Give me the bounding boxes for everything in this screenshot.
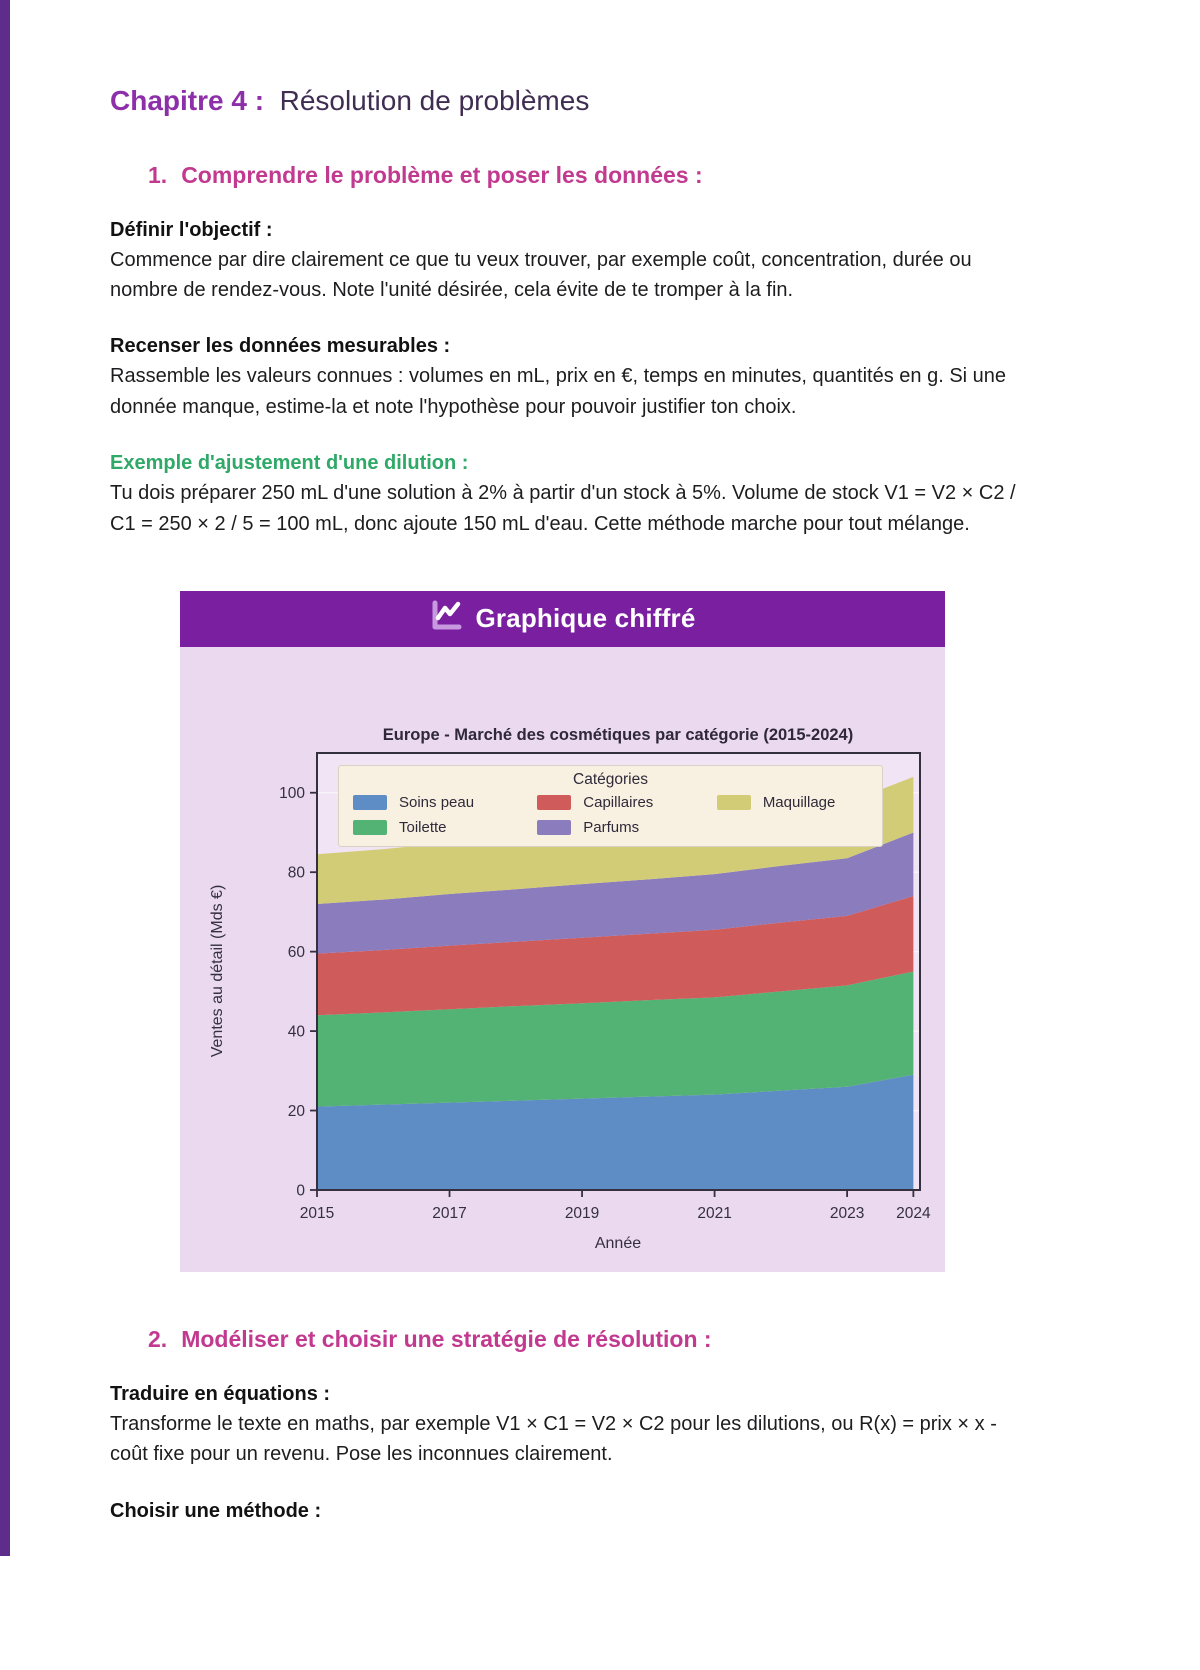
y-axis-label: Ventes au détail (Mds €) — [209, 884, 226, 1058]
section-1-number: 1. — [148, 161, 168, 188]
left-accent-stripe — [0, 0, 10, 1556]
legend-title: Catégories — [573, 770, 648, 788]
y-tick-label: 0 — [296, 1182, 305, 1200]
legend-label: Parfums — [583, 818, 640, 836]
legend-entry-capillaires — [537, 794, 717, 811]
x-tick-label: 2017 — [432, 1204, 467, 1222]
legend-swatch-parfums — [537, 820, 571, 835]
block-label: Définir l'objectif : — [110, 218, 273, 241]
chart-legend — [338, 765, 883, 847]
legend-entry-toilette — [353, 819, 537, 836]
block-recenser-donnees — [110, 335, 1020, 422]
line-chart-icon — [429, 600, 463, 637]
x-tick-label: 2023 — [829, 1204, 865, 1222]
legend-swatch-soins-peau — [353, 795, 387, 810]
block-exemple-dilution — [110, 452, 1020, 539]
cosmetics-stacked-area-chart — [180, 647, 945, 1272]
legend-swatch-toilette — [353, 820, 387, 835]
block-label: Choisir une méthode : — [110, 1499, 322, 1522]
legend-swatch-maquillage — [717, 795, 751, 810]
legend-label: Toilette — [399, 818, 447, 836]
x-tick-label: 2015 — [299, 1204, 335, 1222]
y-tick-label: 80 — [287, 864, 305, 882]
x-tick-label: 2019 — [564, 1204, 600, 1222]
block-choisir-methode — [110, 1500, 1020, 1523]
legend-swatch-capillaires — [537, 795, 571, 810]
y-tick-label: 40 — [287, 1023, 305, 1041]
y-tick-label: 60 — [287, 944, 305, 962]
legend-entry-soins-peau — [353, 794, 537, 811]
block-label-green: Exemple d'ajustement d'une dilution : — [110, 452, 469, 475]
legend-columns — [353, 794, 868, 836]
y-tick-label: 100 — [279, 785, 305, 803]
block-text: Transforme le texte en maths, par exemple V1 × C1 = V2 × C2 pour les dilutions, ou R(x) = prix × x - coût fixe pour un revenu. Pose les inconnues clairement. — [110, 1412, 997, 1466]
chart-body — [180, 647, 945, 1272]
section-2-number: 2. — [148, 1325, 168, 1352]
section-2-title: Modéliser et choisir une stratégie de résolution : — [181, 1325, 712, 1352]
block-label: Traduire en équations : — [110, 1382, 331, 1405]
section-2-heading — [148, 1326, 1020, 1353]
chart-card — [180, 591, 945, 1272]
chapter-title-text — [272, 85, 280, 116]
section-1-title: Comprendre le problème et poser les données : — [181, 161, 703, 188]
block-text: Rassemble les valeurs connues : volumes en mL, prix en €, temps en minutes, quantités en g. Si une donnée manque, estime-la et note l'hypothèse pour pouvoir justifier ton choix. — [110, 365, 1007, 418]
legend-entry-maquillage — [717, 794, 868, 811]
y-tick-label: 20 — [287, 1102, 305, 1120]
chapter-title: Chapitre 4 : Résolution de problèmes — [110, 85, 590, 116]
x-axis-label: Année — [594, 1234, 642, 1252]
block-text: Commence par dire clairement ce que tu veux trouver, par exemple coût, concentration, durée ou nombre de rendez-vous. Note l'unité désirée, cela évite de te tromper à la fin. — [110, 248, 972, 301]
legend-label: Soins peau — [399, 793, 475, 811]
chapter-label: Chapitre 4 : — [110, 85, 265, 116]
chart-card-header — [180, 591, 945, 647]
legend-label: Maquillage — [762, 793, 836, 811]
block-text: Tu dois préparer 250 mL d'une solution à 2% à partir d'un stock à 5%. Volume de stock V1 = V2 × C2 / C1 = 250 × 2 / 5 = 100 mL, donc ajoute 150 mL d'eau. Cette méthode marche pour tout mélange. — [110, 482, 1016, 535]
legend-entry-parfums — [537, 819, 717, 836]
section-1-heading — [148, 162, 1020, 189]
block-label: Recenser les données mesurables : — [110, 335, 451, 358]
block-definir-objectif — [110, 219, 1020, 306]
legend-label: Capillaires — [583, 793, 654, 811]
block-traduire-equations — [110, 1383, 1020, 1470]
x-tick-label: 2024 — [896, 1204, 931, 1222]
x-tick-label: 2021 — [697, 1204, 732, 1222]
chart-title: Europe - Marché des cosmétiques par catégorie (2015-2024) — [382, 725, 854, 744]
chart-card-title: Graphique chiffré — [475, 603, 696, 634]
